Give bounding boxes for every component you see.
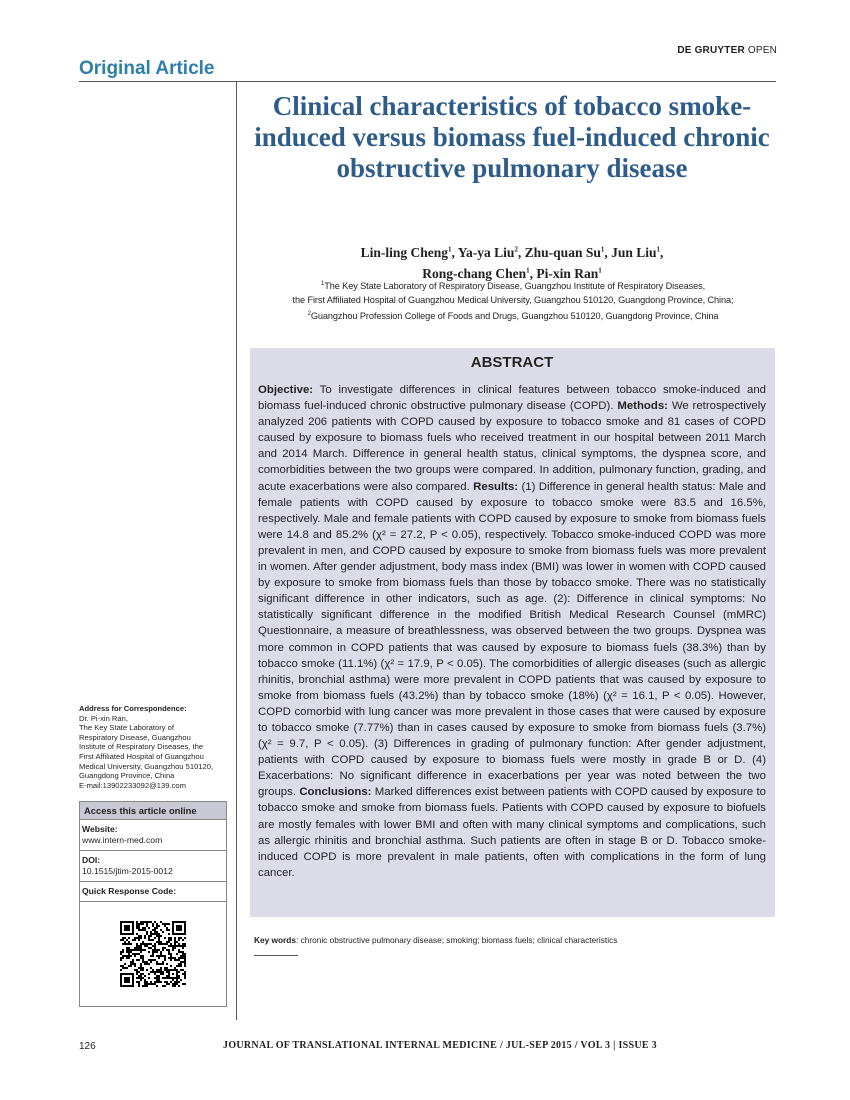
qr-code-icon[interactable] [120, 921, 186, 987]
qr-code-cell [80, 901, 226, 1006]
access-online-box [79, 801, 227, 1007]
abstract-box [250, 348, 775, 917]
affiliations [238, 277, 788, 323]
qr-label-cell [80, 881, 226, 901]
website-cell [80, 819, 226, 850]
author: Pi-xin Ran$^1$ [536, 266, 602, 281]
page-number: 126 [79, 1041, 96, 1052]
article-title: Clinical characteristics of tobacco smoke-induced versus biomass fuel-induced chronic obstructive pulmonary disease [254, 91, 770, 183]
address-line: Respiratory Disease, Guangzhou [79, 732, 191, 742]
author: Rong-chang Chen$^1$, [422, 266, 537, 281]
journal-footer: JOURNAL OF TRANSLATIONAL INTERNAL MEDICINE / JUL-SEP 2015 / VOL 3 | ISSUE 3 [223, 1040, 657, 1051]
author: Ya-ya Liu$^2$, [457, 244, 525, 260]
website-link[interactable]: www.intern-med.com [82, 835, 163, 845]
address-line: Institute of Respiratory Diseases, the [79, 742, 204, 752]
address-line: Dr. Pi-xin Ran, [79, 713, 128, 723]
publisher-name-rest: OPEN [744, 45, 777, 56]
keywords-text: : chronic obstructive pulmonary disease; smoking; biomass fuels; clinical characteristics [295, 935, 618, 945]
address-line: Guangdong Province, China [79, 771, 175, 781]
section-label: Original Article [79, 58, 215, 79]
affiliation-line: $^1$The Key State Laboratory of Respiratory Disease, Guangzhou Institute of Respiratory Diseases, [320, 281, 706, 292]
author: Jun Liu$^1$, [611, 244, 664, 260]
website-label: Website: [82, 824, 118, 834]
keywords [254, 935, 774, 945]
qr-label: Quick Response Code: [82, 886, 177, 896]
abstract-heading: ABSTRACT [470, 354, 554, 371]
address-line: First Affiliated Hospital of Guangzhou [79, 751, 204, 761]
affiliation-line: the First Affiliated Hospital of Guangzhou Medical University, Guangzhou 510120, Guangdong Province, China; [292, 295, 734, 306]
doi-label: DOI: [82, 855, 101, 865]
keywords-rule [254, 955, 298, 956]
publisher-name-bold: DE GRUYTER [677, 45, 745, 56]
correspondence-address [79, 704, 229, 790]
header-rule [79, 81, 776, 82]
address-heading: Address for Correspondence: [79, 704, 187, 713]
author: Lin-ling Cheng$^1$, [360, 244, 458, 260]
publisher-logo [677, 45, 777, 56]
doi-link[interactable]: 10.1515/jtim-2015-0012 [82, 866, 173, 876]
author: Zhu-quan Su$^1$, [524, 244, 612, 260]
abstract-text: Objective: To investigate differences in clinical features between tobacco smoke-induced and biomass fuel-induced chronic obstructive pulmonary disease (COPD). Methods: We retrospectively analyzed 206 patients with COPD caused by exposure to tobacco smoke and 81 cases of COPD caused by exposure to biomass fuels who received treatment in our hospital between 2011 March and 2014 March. Difference in general health status, clinical symptoms, the dyspnea score, and comorbidities between the two groups were compared. In addition, pulmonary function, grading, and acute exacerbations were also compared. Results: (1) Difference in general health status: Male and female patients with COPD caused by exposure to tobacco smoke were 83.5 and 16.5%, respectively. Male and female patients with COPD caused by exposure to smoke from biomass fuels were 14.8 and 85.2% (χ² = 27.2, P < 0.05), respectively. Tobacco smoke-induced COPD was more prevalent in men, and COPD caused by exposure to smoke from biomass fuels was more prevalent in women. After gender adjustment, body mass index (BMI) was lower in women with COPD caused by exposure to smoke from biomass fuels than those by tobacco smoke. There was no statistically significant difference in other indicators, such as age. (2): Difference in clinical symptoms: No statistically significant difference in the modified British Medical Research Counsel (mMRC) Questionnaire, a measure of breathlessness, was observed between the two groups. Dyspnea was more common in COPD patients that was caused by exposure to biomass fuels (38.3%) than by tobacco smoke (11.1%) (χ² = 17.9, P < 0.05). The comorbidities of allergic diseases (such as allergic rhinitis, bronchial asthma) were more prevalent in COPD patients that was caused by exposure to smoke from biomass fuels (43.2%) than by tobacco smoke (18%) (χ² = 16.1, P < 0.05). However, COPD comorbid with lung cancer was more prevalent in those cases that were caused by exposure to tobacco smoke (7.77%) than in cases caused by exposure to smoke from biomass fuels (3.7%) (χ² = 9.7, P < 0.05). (3) Differences in grading of pulmonary function: After gender adjustment, patients with COPD caused by exposure to biomass fuels were mostly in grade B or D. (4) Exacerbations: No significant difference in exacerbations per year was noted between the two groups. Conclusions: Marked differences exist between patients with COPD caused by exposure to tobacco smoke and smoke from biomass fuels. Patients with COPD caused by exposure to biofuels are mostly females with lower BMI and often with many clinical symptoms and complications, such as allergic rhinitis and bronchial asthma. Such patients are often in stage B or D. Tobacco smoke-induced COPD is more prevalent in male patients, often with complications in the form of lung cancer. [258, 384, 766, 879]
address-line: The Key State Laboratory of [79, 723, 174, 733]
access-heading: Access this article online [80, 802, 226, 819]
column-divider [236, 81, 237, 1020]
address-email[interactable]: E-mail:13902233092@139.com [79, 780, 186, 790]
address-line: Medical University, Guangzhou 510120, [79, 761, 214, 771]
affiliation-line: $^2$Guangzhou Profession College of Foods and Drugs, Guangzhou 510120, Guangdong Province, China [307, 311, 719, 322]
doi-cell [80, 850, 226, 881]
keywords-label: Key words [254, 935, 296, 945]
